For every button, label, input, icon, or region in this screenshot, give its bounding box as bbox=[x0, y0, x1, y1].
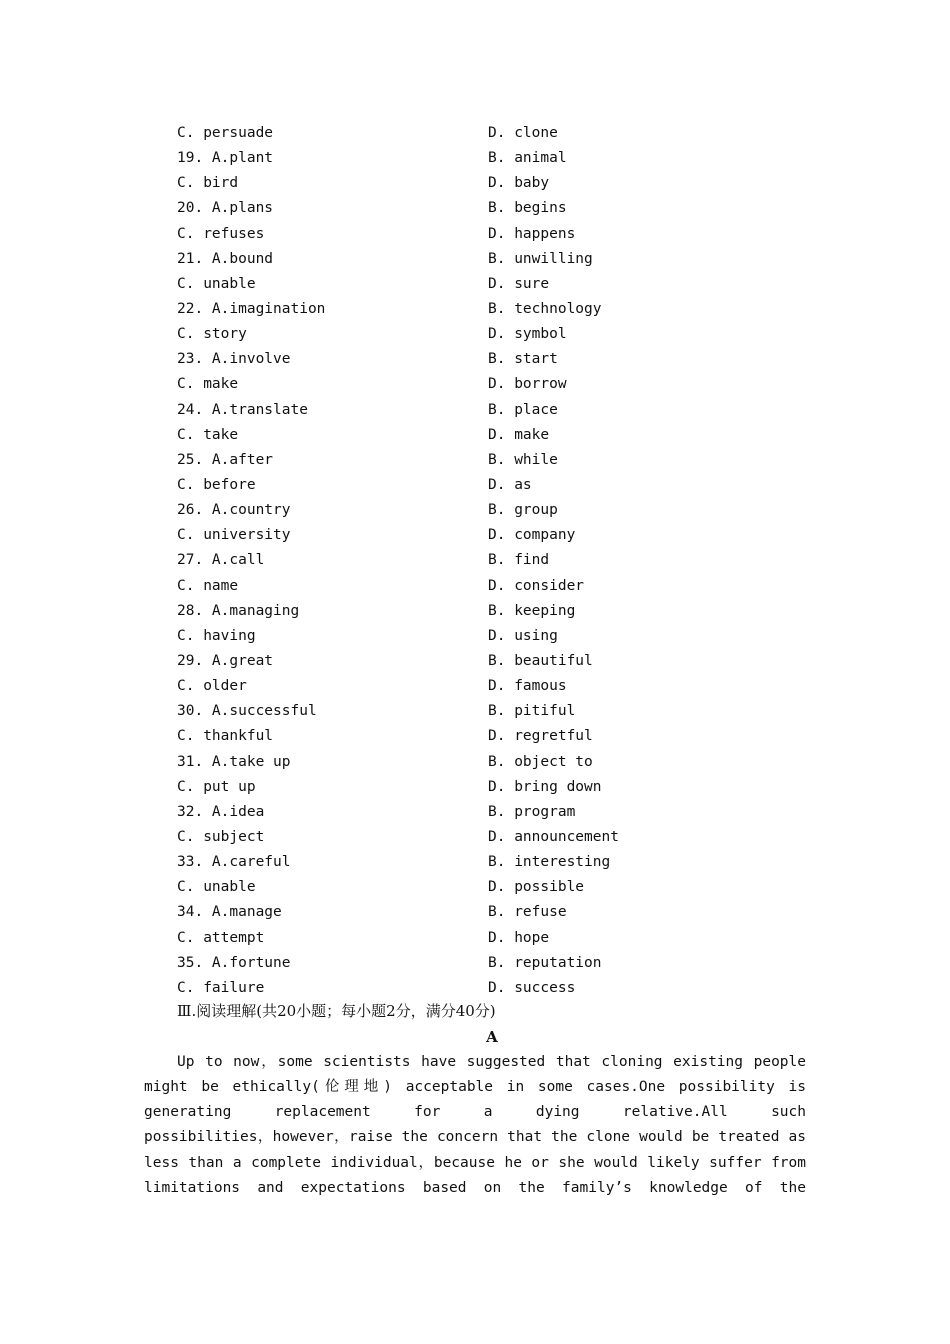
option-row bbox=[177, 121, 817, 146]
option-row bbox=[177, 951, 817, 976]
option-right: D. company bbox=[488, 527, 576, 544]
option-row bbox=[177, 473, 817, 498]
option-right: B. beautiful bbox=[488, 652, 593, 669]
option-right: D. as bbox=[488, 476, 532, 493]
option-left: C. persuade bbox=[177, 125, 274, 141]
option-right: B. place bbox=[488, 401, 558, 418]
option-row bbox=[177, 523, 817, 548]
option-row bbox=[177, 825, 817, 850]
option-row bbox=[177, 624, 817, 649]
option-row bbox=[177, 649, 817, 674]
option-left: C. put up bbox=[177, 778, 256, 795]
option-row bbox=[177, 574, 817, 599]
option-row bbox=[177, 599, 817, 624]
option-right: D. success bbox=[488, 979, 576, 996]
option-row bbox=[177, 548, 817, 573]
option-right: B. refuse bbox=[488, 904, 567, 921]
option-left: C. university bbox=[177, 527, 291, 544]
option-left: C. unable bbox=[177, 879, 256, 896]
option-left: C. attempt bbox=[177, 929, 265, 946]
option-left: C. take bbox=[177, 426, 239, 443]
option-right: B. animal bbox=[488, 150, 567, 167]
option-row bbox=[177, 272, 817, 297]
option-row bbox=[177, 171, 817, 196]
option-row bbox=[177, 800, 817, 825]
option-right: B. pitiful bbox=[488, 703, 576, 720]
option-row bbox=[177, 724, 817, 749]
section-heading: Ⅲ.阅读理解(共20小题；每小题2分，满分40分) bbox=[177, 1002, 496, 1020]
option-row bbox=[177, 926, 817, 951]
option-left: C. subject bbox=[177, 828, 265, 845]
option-left: C. unable bbox=[177, 275, 256, 292]
option-row bbox=[177, 423, 817, 448]
option-row bbox=[177, 699, 817, 724]
option-left: 24. A.translate bbox=[177, 401, 308, 418]
option-left: 23. A.involve bbox=[177, 351, 291, 368]
option-right: D. hope bbox=[488, 929, 550, 946]
option-left: 27. A.call bbox=[177, 552, 265, 569]
option-right: D. sure bbox=[488, 275, 550, 292]
option-left: 20. A.plans bbox=[177, 200, 274, 217]
option-row bbox=[177, 347, 817, 372]
option-row bbox=[177, 498, 817, 523]
option-left: C. bird bbox=[177, 175, 239, 192]
option-row bbox=[177, 750, 817, 775]
option-right: B. technology bbox=[488, 300, 602, 317]
passage-label: A bbox=[486, 1028, 498, 1046]
option-right: D. famous bbox=[488, 678, 567, 695]
option-left: 31. A.take up bbox=[177, 753, 291, 770]
option-left: C. thankful bbox=[177, 728, 274, 745]
option-right: B. object to bbox=[488, 753, 593, 770]
option-right: D. happens bbox=[488, 225, 576, 242]
option-left: 34. A.manage bbox=[177, 904, 282, 921]
option-row bbox=[177, 674, 817, 699]
option-row bbox=[177, 775, 817, 800]
option-left: C. failure bbox=[177, 979, 265, 996]
passage-line: limitations and expectations based on the family’s knowledge of the bbox=[144, 1179, 806, 1196]
reading-passage bbox=[144, 1050, 806, 1201]
option-left: 28. A.managing bbox=[177, 602, 300, 619]
option-row bbox=[177, 322, 817, 347]
option-right: B. start bbox=[488, 351, 558, 368]
option-right: D. clone bbox=[488, 125, 558, 141]
option-right: D. announcement bbox=[488, 828, 619, 845]
option-left: 35. A.fortune bbox=[177, 954, 291, 971]
option-row bbox=[177, 448, 817, 473]
option-row bbox=[177, 222, 817, 247]
option-right: B. unwilling bbox=[488, 250, 593, 267]
answer-options-list bbox=[177, 121, 817, 1001]
option-left: 29. A.great bbox=[177, 652, 274, 669]
option-right: B. begins bbox=[488, 200, 567, 217]
option-row bbox=[177, 196, 817, 221]
option-left: 30. A.successful bbox=[177, 703, 317, 720]
option-left: C. older bbox=[177, 678, 247, 695]
option-left: C. name bbox=[177, 577, 239, 594]
passage-line: possibilities，however，raise the concern that the clone would be treated as bbox=[144, 1129, 806, 1146]
option-right: B. group bbox=[488, 502, 558, 519]
option-right: B. find bbox=[488, 552, 550, 569]
option-row bbox=[177, 247, 817, 272]
option-left: 22. A.imagination bbox=[177, 300, 326, 317]
passage-line: generating replacement for a dying relative.All such bbox=[144, 1104, 806, 1121]
option-left: C. make bbox=[177, 376, 239, 393]
option-right: D. regretful bbox=[488, 728, 593, 745]
option-row bbox=[177, 850, 817, 875]
option-right: D. using bbox=[488, 627, 558, 644]
option-right: D. bring down bbox=[488, 778, 602, 795]
option-row bbox=[177, 398, 817, 423]
option-left: C. refuses bbox=[177, 225, 265, 242]
option-left: C. before bbox=[177, 476, 256, 493]
option-row bbox=[177, 976, 817, 1001]
option-row bbox=[177, 297, 817, 322]
option-left: 33. A.careful bbox=[177, 854, 291, 871]
option-right: B. while bbox=[488, 451, 558, 468]
option-right: D. symbol bbox=[488, 326, 567, 343]
option-right: B. interesting bbox=[488, 854, 611, 871]
option-left: 25. A.after bbox=[177, 451, 274, 468]
option-right: D. possible bbox=[488, 879, 585, 896]
option-row bbox=[177, 372, 817, 397]
option-left: 19. A.plant bbox=[177, 150, 274, 167]
option-left: 32. A.idea bbox=[177, 803, 265, 820]
option-right: B. program bbox=[488, 803, 576, 820]
option-right: B. keeping bbox=[488, 602, 576, 619]
option-right: B. reputation bbox=[488, 954, 602, 971]
option-left: 21. A.bound bbox=[177, 250, 274, 267]
passage-line: might be ethically(伦理地) acceptable in some cases.One possibility is bbox=[144, 1079, 806, 1096]
option-right: D. make bbox=[488, 426, 550, 443]
option-right: D. baby bbox=[488, 175, 550, 192]
option-right: D. borrow bbox=[488, 376, 567, 393]
option-right: D. consider bbox=[488, 577, 585, 594]
option-row bbox=[177, 875, 817, 900]
option-row bbox=[177, 900, 817, 925]
option-left: C. story bbox=[177, 326, 247, 343]
passage-line: Up to now，some scientists have suggested that cloning existing people bbox=[177, 1054, 806, 1070]
option-row bbox=[177, 146, 817, 171]
option-left: 26. A.country bbox=[177, 502, 291, 519]
option-left: C. having bbox=[177, 627, 256, 644]
passage-line: less than a complete individual，because he or she would likely suffer from bbox=[144, 1154, 806, 1171]
